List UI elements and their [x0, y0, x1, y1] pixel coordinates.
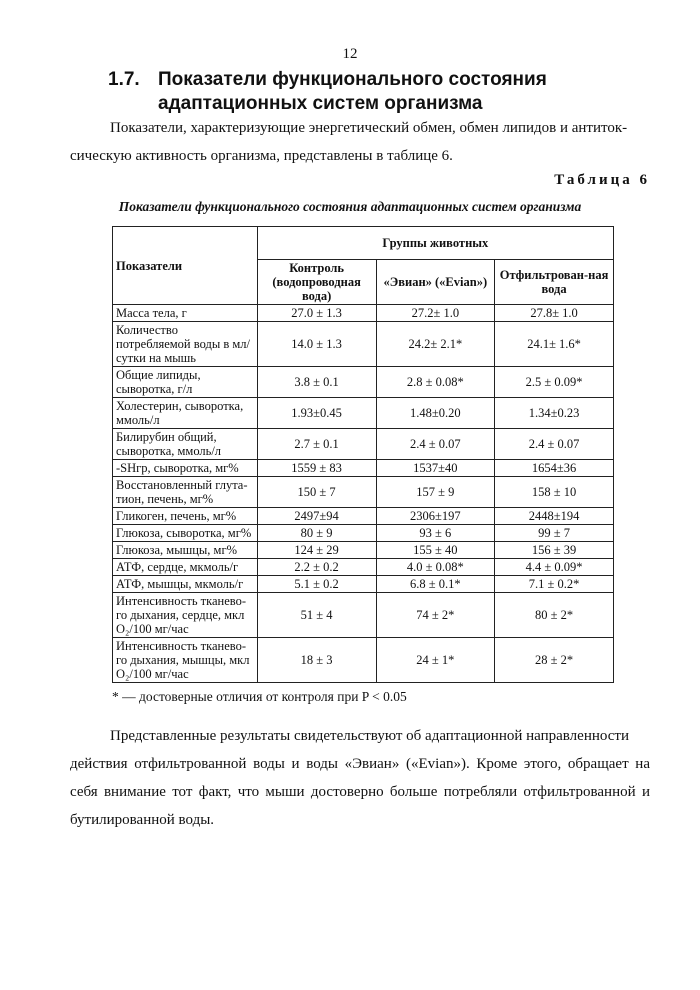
cell-filtered: 24.1± 1.6*: [495, 322, 614, 367]
cell-evian: 24 ± 1*: [376, 638, 495, 683]
conclusion-line-2: действия отфильтрованной воды и воды «Эвиан» («Evian»). Кроме этого, обращает на: [70, 756, 650, 772]
cell-filtered: 4.4 ± 0.09*: [495, 559, 614, 576]
section-title-line1: Показатели функционального состояния: [158, 69, 547, 90]
cell-filtered: 27.8± 1.0: [495, 305, 614, 322]
table-row: [113, 305, 614, 322]
cell-filtered: 1.34±0.23: [495, 398, 614, 429]
cell-filtered: 2.5 ± 0.09*: [495, 367, 614, 398]
cell-control: 2497±94: [257, 508, 376, 525]
table-footnote: * — достоверные отличия от контроля при P < 0.05: [112, 689, 407, 704]
header-control: Контроль (водопроводная вода): [257, 260, 376, 305]
cell-filtered: 1654±36: [495, 460, 614, 477]
conclusion-line-1: Представленные результаты свидетельствуют об адаптационной направленности: [110, 728, 629, 744]
conclusion-line-3: себя внимание тот факт, что мыши достоверно больше потребляли отфильтрованной: [70, 784, 636, 800]
table-row: [113, 542, 614, 559]
cell-filtered: 7.1 ± 0.2*: [495, 576, 614, 593]
cell-control: 27.0 ± 1.3: [257, 305, 376, 322]
conclusion-paragraph: [70, 722, 650, 834]
cell-evian: 24.2± 2.1*: [376, 322, 495, 367]
cell-indicator: АТФ, мышцы, мкмоль/г: [113, 576, 258, 593]
cell-indicator: Восстановленный глута-тион, печень, мг%: [113, 477, 258, 508]
table-row: [113, 460, 614, 477]
section-heading: [108, 68, 547, 116]
cell-control: 2.2 ± 0.2: [257, 559, 376, 576]
cell-evian: 2306±197: [376, 508, 495, 525]
cell-control: 80 ± 9: [257, 525, 376, 542]
cell-indicator: Гликоген, печень, мг%: [113, 508, 258, 525]
table-row: [113, 593, 614, 638]
table-row: [113, 508, 614, 525]
cell-indicator: Общие липиды, сыворотка, г/л: [113, 367, 258, 398]
cell-control: 3.8 ± 0.1: [257, 367, 376, 398]
cell-control: 124 ± 29: [257, 542, 376, 559]
cell-evian: 4.0 ± 0.08*: [376, 559, 495, 576]
header-filtered: Отфильтрован-ная вода: [495, 260, 614, 305]
cell-indicator: Интенсивность тканево-го дыхания, сердце, мкл O₂/100 мг/час: [113, 593, 258, 638]
cell-filtered: 158 ± 10: [495, 477, 614, 508]
cell-control: 2.7 ± 0.1: [257, 429, 376, 460]
cell-control: 51 ± 4: [257, 593, 376, 638]
table-row: [113, 398, 614, 429]
table-label: Таблица 6: [554, 172, 650, 188]
cell-filtered: 2448±194: [495, 508, 614, 525]
table-row: [113, 322, 614, 367]
table-row: [113, 559, 614, 576]
cell-evian: 1.48±0.20: [376, 398, 495, 429]
cell-indicator: Интенсивность тканево-го дыхания, мышцы, мкл O₂/100 мг/час: [113, 638, 258, 683]
cell-indicator: -SHгр, сыворотка, мг%: [113, 460, 258, 477]
table-row: [113, 638, 614, 683]
header-evian: «Эвиан» («Evian»): [376, 260, 495, 305]
header-groups: Группы животных: [257, 227, 613, 260]
cell-evian: 2.4 ± 0.07: [376, 429, 495, 460]
cell-indicator: АТФ, сердце, мкмоль/г: [113, 559, 258, 576]
table-row: [113, 525, 614, 542]
cell-evian: 1537±40: [376, 460, 495, 477]
page-number: 12: [342, 46, 358, 62]
table-row: [113, 429, 614, 460]
intro-line-2: сическую активность организма, представлены в таблице 6.: [70, 148, 453, 164]
cell-control: 14.0 ± 1.3: [257, 322, 376, 367]
cell-evian: 74 ± 2*: [376, 593, 495, 638]
conclusion-line-4: и бутилированной воды.: [70, 784, 651, 828]
intro-line-1: Показатели, характеризующие энергетический обмен, обмен липидов и антиток-: [110, 120, 628, 136]
cell-indicator: Количество потребляемой воды в мл/сутки на мышь: [113, 322, 258, 367]
cell-control: 150 ± 7: [257, 477, 376, 508]
cell-evian: 93 ± 6: [376, 525, 495, 542]
cell-evian: 155 ± 40: [376, 542, 495, 559]
cell-control: 1559 ± 83: [257, 460, 376, 477]
cell-filtered: 80 ± 2*: [495, 593, 614, 638]
cell-indicator: Холестерин, сыворотка, ммоль/л: [113, 398, 258, 429]
cell-filtered: 28 ± 2*: [495, 638, 614, 683]
intro-paragraph: [70, 114, 650, 170]
header-indicators: Показатели: [113, 227, 258, 305]
cell-evian: 2.8 ± 0.08*: [376, 367, 495, 398]
cell-evian: 157 ± 9: [376, 477, 495, 508]
table-row: [113, 367, 614, 398]
cell-indicator: Глюкоза, мышцы, мг%: [113, 542, 258, 559]
data-table: [112, 226, 614, 683]
cell-evian: 27.2± 1.0: [376, 305, 495, 322]
cell-indicator: Билирубин общий, сыворотка, ммоль/л: [113, 429, 258, 460]
section-number: 1.7.: [108, 69, 140, 90]
cell-filtered: 156 ± 39: [495, 542, 614, 559]
cell-indicator: Глюкоза, сыворотка, мг%: [113, 525, 258, 542]
cell-control: 5.1 ± 0.2: [257, 576, 376, 593]
table-row: [113, 576, 614, 593]
cell-control: 1.93±0.45: [257, 398, 376, 429]
cell-control: 18 ± 3: [257, 638, 376, 683]
cell-filtered: 2.4 ± 0.07: [495, 429, 614, 460]
table-row: [113, 477, 614, 508]
section-title-line2: адаптационных систем организма: [158, 93, 483, 114]
cell-evian: 6.8 ± 0.1*: [376, 576, 495, 593]
cell-indicator: Масса тела, г: [113, 305, 258, 322]
table-caption: Показатели функционального состояния адаптационных систем организма: [118, 199, 582, 214]
cell-filtered: 99 ± 7: [495, 525, 614, 542]
